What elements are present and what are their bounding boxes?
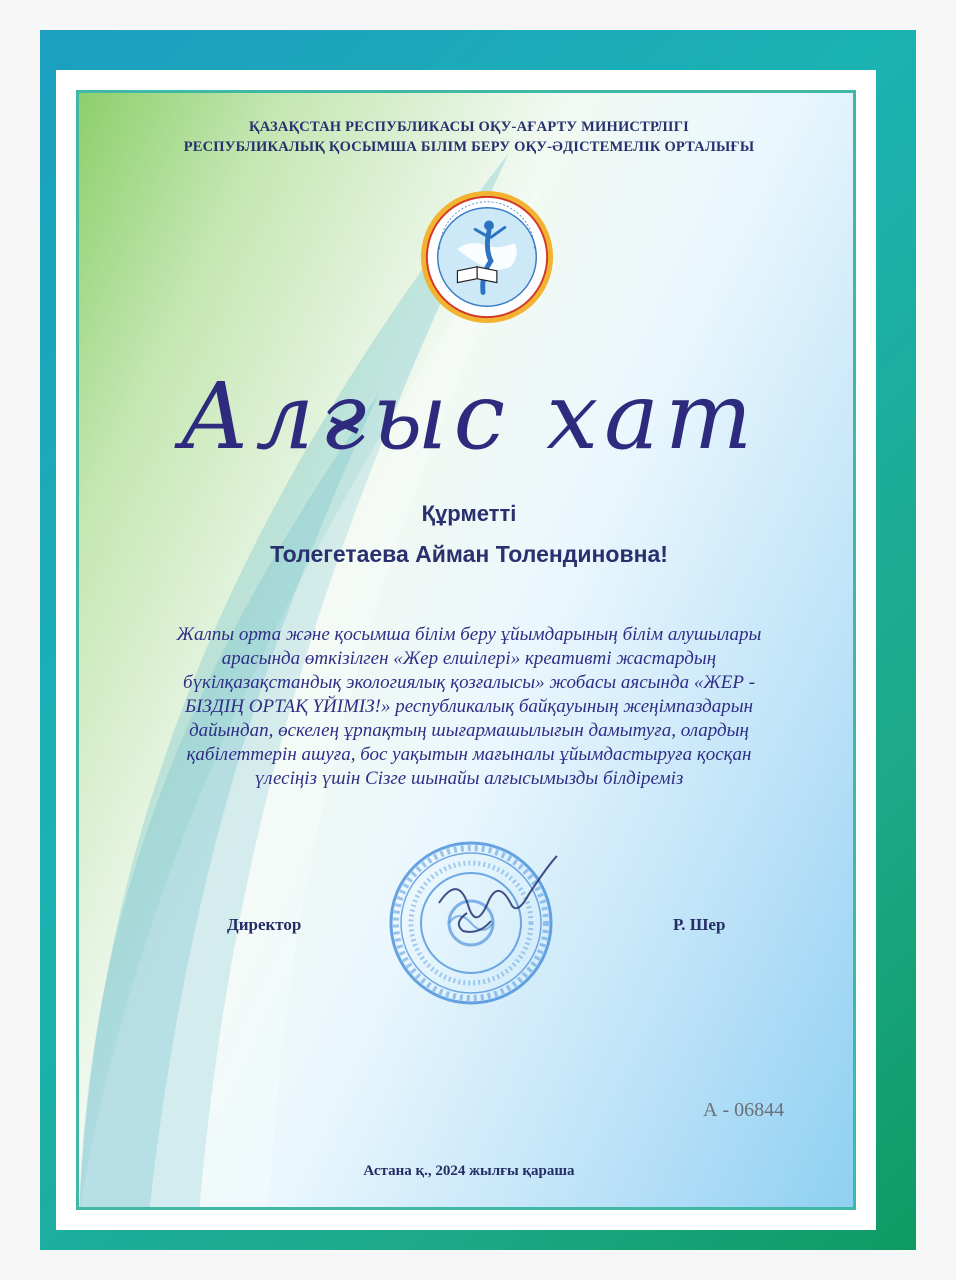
greeting: Құрметті [421, 501, 517, 526]
signatory-name: Р. Шер [673, 915, 726, 934]
body-line: дайындап, өскелең ұрпақтың шығармашылығын дамытуға, олардың [189, 720, 749, 741]
center-emblem-icon [418, 188, 556, 326]
round-stamp-icon [379, 833, 569, 1018]
handwritten-signature [439, 856, 557, 932]
certificate [76, 90, 856, 1210]
recipient-name: Толегетаева Айман Толендиновна! [270, 541, 668, 567]
center-header: РЕСПУБЛИКАЛЫҚ ҚОСЫМША БІЛІМ БЕРУ ОҚУ-ӘДІСТЕМЕЛІК ОРТАЛЫҒЫ [183, 139, 755, 155]
body-line: үлесіңіз үшін Сізге шынайы алғысымызды білдіреміз [254, 768, 684, 789]
signatory-position: Директор [227, 915, 302, 934]
document-number: А - 06844 [703, 1099, 785, 1121]
body-line: қабілеттерін ашуға, бос уақытын мағыналы ұйымдастыруға қосқан [186, 744, 752, 765]
certificate-title: Алғыс хат [179, 363, 759, 470]
place-date: Астана қ., 2024 жылғы қараша [363, 1163, 575, 1179]
ministry-header: ҚАЗАҚСТАН РЕСПУБЛИКАСЫ ОҚУ-АҒАРТУ МИНИСТРЛІГІ [249, 119, 689, 135]
body-line: Жалпы орта және қосымша білім беру ұйымдарының білім алушылары [176, 624, 762, 645]
body-line: арасында өткізілген «Жер елшілері» креативті жастардың [221, 648, 717, 669]
body-text [123, 623, 815, 791]
body-line: бүкілқазақстандық экологиялық қозғалысы» жобасы аясында «ЖЕР - [182, 672, 756, 693]
body-line: БІЗДІҢ ОРТАҚ ҮЙІМІЗ!» республикалық байқауының жеңімпаздарын [184, 696, 754, 717]
